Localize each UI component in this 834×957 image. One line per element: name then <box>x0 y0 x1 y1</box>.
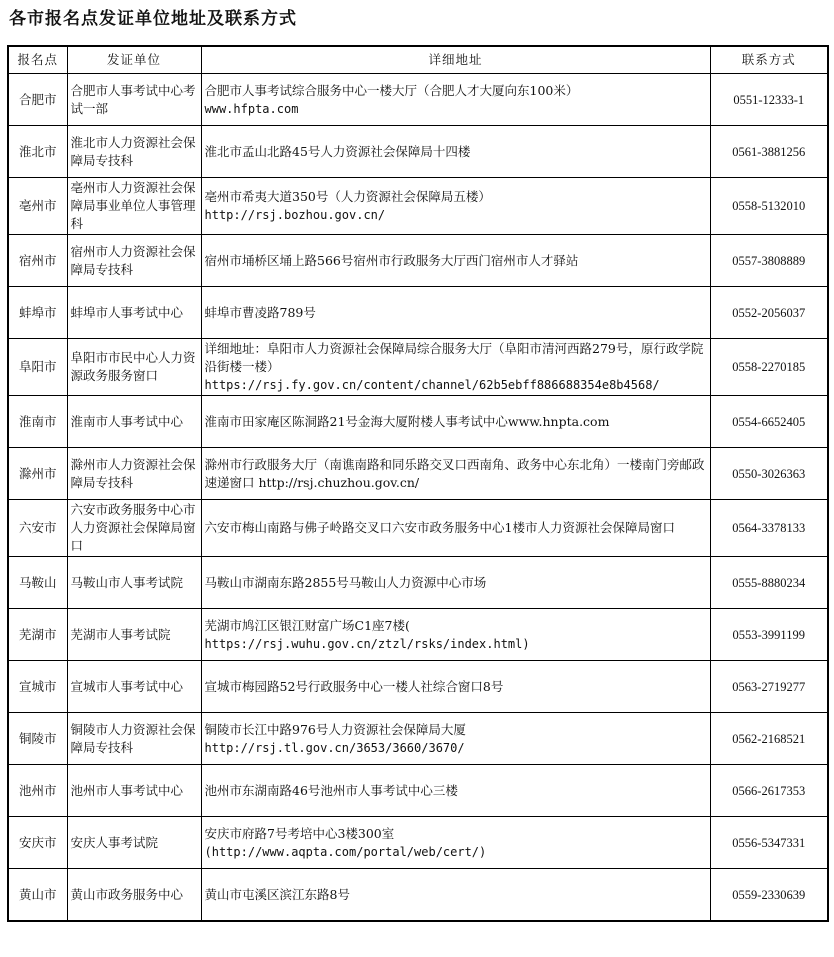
phone-cell: 0563-2719277 <box>710 661 828 713</box>
city-cell: 淮南市 <box>8 396 67 448</box>
issuing-unit-cell: 合肥市人事考试中心考试一部 <box>67 74 201 126</box>
table-row <box>8 661 828 713</box>
address-cell <box>201 661 710 713</box>
address-text: 铜陵市长江中路976号人力资源社会保障局大厦 <box>204 721 466 737</box>
address-cell <box>201 339 710 396</box>
city-cell: 淮北市 <box>8 126 67 178</box>
address-cell <box>201 609 710 661</box>
issuing-unit-cell: 池州市人事考试中心 <box>67 765 201 817</box>
phone-cell: 0557-3808889 <box>710 235 828 287</box>
address-link[interactable]: https://rsj.fy.gov.cn/content/channel/62b5ebff886688354e8b4568/ <box>204 378 660 392</box>
address-cell <box>201 765 710 817</box>
address-cell <box>201 396 710 448</box>
city-cell: 蚌埠市 <box>8 287 67 339</box>
phone-cell: 0556-5347331 <box>710 817 828 869</box>
phone-cell: 0550-3026363 <box>710 448 828 500</box>
table-row <box>8 339 828 396</box>
address-cell <box>201 235 710 287</box>
address-cell <box>201 500 710 557</box>
header-city: 报名点 <box>8 46 67 74</box>
table-row <box>8 500 828 557</box>
table-row <box>8 609 828 661</box>
address-text: 安庆市府路7号考培中心3楼300室 <box>204 825 395 841</box>
issuing-unit-cell: 宣城市人事考试中心 <box>67 661 201 713</box>
issuing-unit-cell: 淮南市人事考试中心 <box>67 396 201 448</box>
header-unit: 发证单位 <box>67 46 201 74</box>
issuing-unit-cell: 铜陵市人力资源社会保障局专技科 <box>67 713 201 765</box>
issuing-unit-cell: 宿州市人力资源社会保障局专技科 <box>67 235 201 287</box>
address-cell <box>201 817 710 869</box>
phone-cell: 0562-2168521 <box>710 713 828 765</box>
table-row <box>8 817 828 869</box>
address-text: 六安市梅山南路与佛子岭路交叉口六安市政务服务中心1楼市人力资源社会保障局窗口 <box>204 520 675 535</box>
phone-cell: 0559-2330639 <box>710 869 828 922</box>
issuing-unit-cell: 淮北市人力资源社会保障局专技科 <box>67 126 201 178</box>
city-cell: 宣城市 <box>8 661 67 713</box>
city-cell: 马鞍山 <box>8 557 67 609</box>
issuing-unit-cell: 滁州市人力资源社会保障局专技科 <box>67 448 201 500</box>
table-row <box>8 713 828 765</box>
address-cell <box>201 713 710 765</box>
address-cell <box>201 869 710 922</box>
address-cell <box>201 448 710 500</box>
address-text: 淮南市田家庵区陈洞路21号金海大厦附楼人事考试中心www.hnpta.com <box>204 413 610 429</box>
address-text: 宿州市埇桥区埇上路566号宿州市行政服务大厅西门宿州市人才驿站 <box>204 252 579 268</box>
address-cell <box>201 74 710 126</box>
address-text: 黄山市屯溪区滨江东路8号 <box>204 886 350 902</box>
address-link[interactable]: http://rsj.tl.gov.cn/3653/3660/3670/ <box>204 740 465 755</box>
issuing-unit-cell: 六安市政务服务中心市人力资源社会保障局窗口 <box>67 500 201 557</box>
issuing-unit-cell: 马鞍山市人事考试院 <box>67 557 201 609</box>
page-title: 各市报名点发证单位地址及联系方式 <box>9 9 297 29</box>
address-text: 亳州市希夷大道350号（人力资源社会保障局五楼） <box>204 189 491 204</box>
city-cell: 池州市 <box>8 765 67 817</box>
phone-cell: 0553-3991199 <box>710 609 828 661</box>
city-cell: 铜陵市 <box>8 713 67 765</box>
table-row <box>8 126 828 178</box>
address-text: 详细地址：阜阳市人力资源社会保障局综合服务大厅（阜阳市清河西路279号，原行政学院沿街楼一楼） <box>204 341 704 374</box>
table-row <box>8 235 828 287</box>
header-address: 详细地址 <box>201 46 710 74</box>
city-cell: 黄山市 <box>8 869 67 922</box>
address-text: 宣城市梅园路52号行政服务中心一楼人社综合窗口8号 <box>204 678 504 694</box>
address-cell <box>201 557 710 609</box>
address-text: 合肥市人事考试综合服务中心一楼大厅（合肥人才大厦向东100米） <box>204 82 579 98</box>
address-cell <box>201 287 710 339</box>
address-cell <box>201 126 710 178</box>
city-cell: 阜阳市 <box>8 339 67 396</box>
phone-cell: 0566-2617353 <box>710 765 828 817</box>
city-cell: 芜湖市 <box>8 609 67 661</box>
table-header-row <box>8 46 828 74</box>
address-text: 池州市东湖南路46号池州市人事考试中心三楼 <box>204 782 458 798</box>
table-row <box>8 869 828 922</box>
phone-cell: 0558-2270185 <box>710 339 828 396</box>
table-body <box>8 74 828 922</box>
address-text: 蚌埠市曹凌路789号 <box>204 304 316 320</box>
table-row <box>8 178 828 235</box>
table-row <box>8 287 828 339</box>
table-row <box>8 448 828 500</box>
address-text: 马鞍山市湖南东路2855号马鞍山人力资源中心市场 <box>204 574 487 590</box>
phone-cell: 0552-2056037 <box>710 287 828 339</box>
city-cell: 宿州市 <box>8 235 67 287</box>
table-row <box>8 765 828 817</box>
city-cell: 亳州市 <box>8 178 67 235</box>
phone-cell: 0555-8880234 <box>710 557 828 609</box>
address-cell <box>201 178 710 235</box>
issuing-unit-cell: 亳州市人力资源社会保障局事业单位人事管理科 <box>67 178 201 235</box>
issuing-unit-cell: 阜阳市市民中心人力资源政务服务窗口 <box>67 339 201 396</box>
issuing-unit-cell: 蚌埠市人事考试中心 <box>67 287 201 339</box>
address-link[interactable]: www.hfpta.com <box>204 101 299 116</box>
header-contact: 联系方式 <box>710 46 828 74</box>
address-text: 滁州市行政服务大厅（南谯南路和同乐路交叉口西南角、政务中心东北角）一楼南门旁邮政速递窗口 http://rsj.chuzhou.gov.cn/ <box>204 456 705 490</box>
address-text: 淮北市孟山北路45号人力资源社会保障局十四楼 <box>204 143 471 159</box>
address-link[interactable]: (http://www.aqpta.com/portal/web/cert/) <box>204 844 487 859</box>
address-text: 芜湖市鸠江区银江财富广场C1座7楼( <box>204 617 410 633</box>
issuing-unit-cell: 安庆人事考试院 <box>67 817 201 869</box>
address-link[interactable]: https://rsj.wuhu.gov.cn/ztzl/rsks/index.html) <box>204 636 530 651</box>
phone-cell: 0558-5132010 <box>710 178 828 235</box>
table-row <box>8 396 828 448</box>
city-cell: 滁州市 <box>8 448 67 500</box>
table-row <box>8 74 828 126</box>
city-cell: 安庆市 <box>8 817 67 869</box>
city-cell: 六安市 <box>8 500 67 557</box>
phone-cell: 0564-3378133 <box>710 500 828 557</box>
phone-cell: 0554-6652405 <box>710 396 828 448</box>
phone-cell: 0561-3881256 <box>710 126 828 178</box>
contact-table <box>7 45 829 922</box>
address-link[interactable]: http://rsj.bozhou.gov.cn/ <box>204 208 386 222</box>
phone-cell: 0551-12333-1 <box>710 74 828 126</box>
city-cell: 合肥市 <box>8 74 67 126</box>
table-row <box>8 557 828 609</box>
issuing-unit-cell: 芜湖市人事考试院 <box>67 609 201 661</box>
issuing-unit-cell: 黄山市政务服务中心 <box>67 869 201 922</box>
